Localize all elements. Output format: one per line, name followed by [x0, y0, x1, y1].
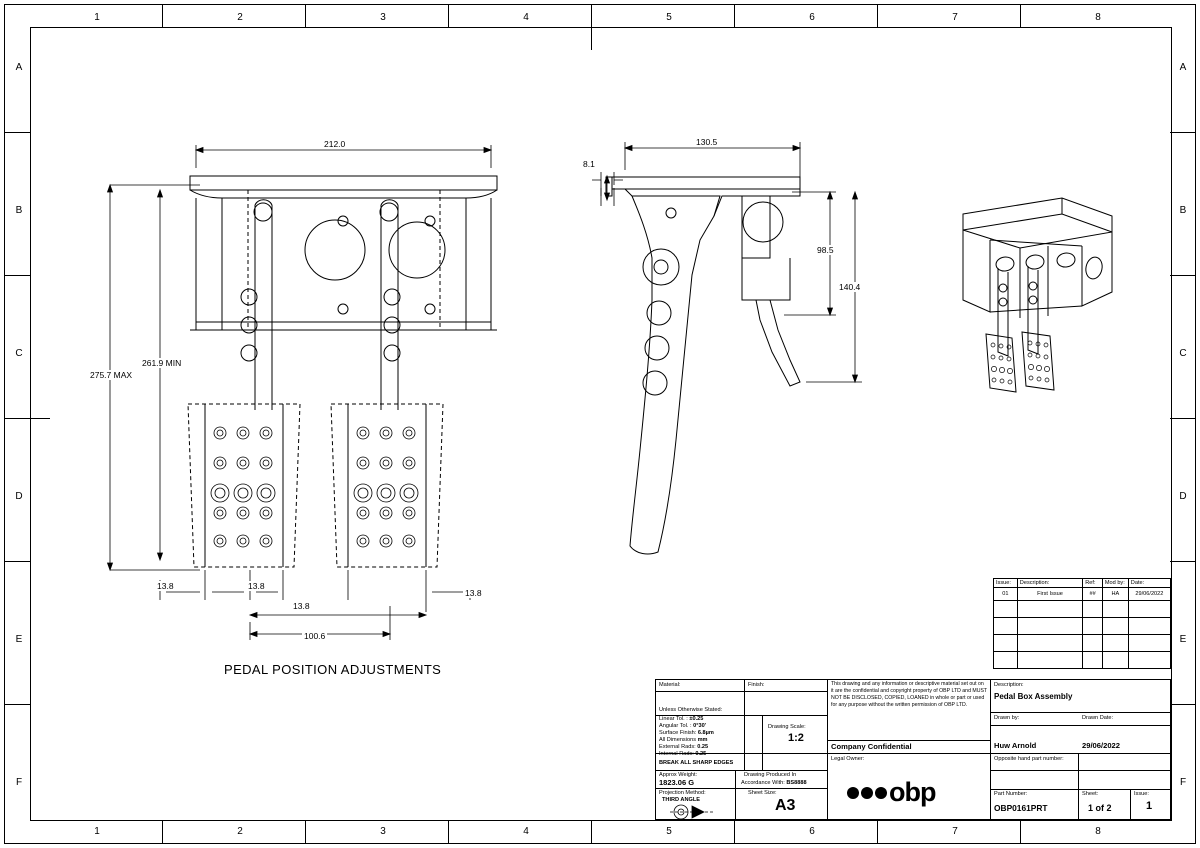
dim-min-height: 261.9 MIN	[142, 358, 182, 368]
zone-col-7-top: 7	[952, 12, 958, 23]
zone-row-f-right: F	[1179, 777, 1187, 788]
company-confidential: Company Confidential	[831, 742, 912, 751]
table-row	[994, 601, 1171, 618]
zone-col-8-top: 8	[1095, 12, 1101, 23]
weight-label: Approx Weight:	[659, 772, 698, 778]
table-row	[994, 618, 1171, 635]
zone-row-c-left: C	[15, 348, 23, 359]
revision-cell-date	[1128, 635, 1170, 652]
tolerance-line-5	[659, 744, 708, 751]
sheet-value: 1 of 2	[1088, 803, 1112, 813]
logo-dot-1	[847, 787, 859, 799]
tolerance-value-1: ±0.25	[689, 716, 704, 722]
issue-value: 1	[1146, 800, 1153, 812]
revision-header-issue: Issue:	[994, 579, 1018, 588]
revision-cell-date	[1128, 652, 1170, 669]
drawn-by-label: Drawn by:	[994, 715, 1020, 721]
tolerance-heading: Unless Otherwise Stated:	[659, 707, 723, 713]
revision-cell-modby	[1102, 618, 1128, 635]
revision-header-row	[994, 579, 1171, 588]
tolerance-label-1: Linear Tol. :	[659, 716, 688, 722]
produced-value: Accordance With: BS8888	[741, 780, 807, 786]
material-label: Material:	[659, 682, 681, 688]
dim-pedal-spacing-4: 13.8	[465, 588, 482, 598]
projection-value: THIRD ANGLE	[662, 797, 701, 803]
zone-row-d-right: D	[1179, 491, 1187, 502]
zone-col-1-bottom: 1	[94, 826, 100, 837]
zone-row-d-left: D	[15, 491, 23, 502]
zone-col-6-bottom: 6	[809, 826, 815, 837]
scale-value: 1:2	[788, 732, 804, 744]
revision-header-modby: Mod by:	[1102, 579, 1128, 588]
revision-cell-issue	[994, 652, 1018, 669]
tolerance-value-2: 0°30'	[693, 723, 707, 729]
zone-col-4-bottom: 4	[523, 826, 529, 837]
revision-cell-ref	[1083, 601, 1103, 618]
third-angle-projection-symbol	[670, 804, 715, 820]
zone-row-b-left: B	[15, 205, 23, 216]
sheet-size-label: Sheet Size:	[748, 790, 777, 796]
title-block-divider	[1078, 753, 1079, 789]
revision-cell-description	[1017, 652, 1082, 669]
logo-dot-2	[861, 787, 873, 799]
tolerance-footer: BREAK ALL SHARP EDGES	[659, 760, 734, 766]
revision-header-date: Date:	[1128, 579, 1170, 588]
dim-max-height: 275.7 MAX	[90, 370, 133, 380]
tolerance-line-4	[659, 737, 708, 744]
revision-table	[993, 578, 1171, 669]
zone-col-5-top: 5	[666, 12, 672, 23]
dim-pedal-spacing-3: 13.8	[293, 601, 310, 611]
drawn-date-value: 29/06/2022	[1082, 741, 1121, 750]
description-value: Pedal Box Assembly	[994, 692, 1073, 701]
revision-cell-ref	[1083, 618, 1103, 635]
revision-cell-modby	[1102, 601, 1128, 618]
logo-wordmark: obp	[889, 777, 936, 807]
title-block-divider	[990, 725, 1171, 726]
produced-standard: Accordance With:	[741, 780, 787, 786]
tolerance-line-6	[659, 751, 706, 758]
zone-col-2-bottom: 2	[237, 826, 243, 837]
tolerance-line-1	[659, 716, 703, 723]
revision-cell-modby	[1102, 652, 1128, 669]
title-block-divider	[1130, 789, 1131, 820]
revision-header-ref: Ref:	[1083, 579, 1103, 588]
sheet-size-value: A3	[775, 797, 796, 814]
revision-cell-date	[1128, 618, 1170, 635]
title-block-divider	[762, 715, 763, 770]
revision-cell-date: 29/06/2022	[1128, 588, 1170, 601]
dim-pedal-centres: 100.6	[304, 631, 326, 641]
revision-cell-ref: ##	[1083, 588, 1103, 601]
dim-lip: 8.1	[583, 159, 595, 169]
projection-label: Projection Method:	[659, 790, 706, 796]
revision-cell-date	[1128, 601, 1170, 618]
produced-label: Drawing Produced In	[744, 772, 797, 778]
zone-col-2-top: 2	[237, 12, 243, 23]
title-block-divider	[1078, 789, 1079, 820]
revision-cell-modby: HA	[1102, 588, 1128, 601]
revision-cell-modby	[1102, 635, 1128, 652]
title-block-divider	[735, 770, 736, 820]
dim-pedal-spacing-2: 13.8	[248, 581, 265, 591]
tolerance-line-3	[659, 730, 714, 737]
legal-owner-label: Legal Owner:	[831, 756, 865, 762]
title-block-divider	[990, 679, 991, 820]
revision-cell-description: First Issue	[1017, 588, 1082, 601]
revision-cell-ref	[1083, 652, 1103, 669]
table-row	[994, 588, 1171, 601]
dim-pedal-spacing-1: 13.8	[157, 581, 174, 591]
scale-label: Drawing Scale:	[768, 724, 806, 730]
title-block-divider	[990, 753, 1171, 754]
revision-header-description: Description:	[1017, 579, 1082, 588]
sheet-label: Sheet:	[1082, 791, 1099, 797]
title-block-divider	[655, 788, 827, 789]
revision-cell-description	[1017, 635, 1082, 652]
obp-logo	[847, 779, 935, 806]
zone-row-a-left: A	[15, 62, 23, 73]
revision-cell-issue: 01	[994, 588, 1018, 601]
table-row	[994, 635, 1171, 652]
revision-cell-description	[1017, 618, 1082, 635]
zone-col-8-bottom: 8	[1095, 826, 1101, 837]
zone-col-3-top: 3	[380, 12, 386, 23]
tolerance-value-4: mm	[697, 737, 708, 743]
tolerance-value-3: 6.8µm	[697, 730, 714, 736]
dim-height-2: 140.4	[839, 282, 861, 292]
opposite-hand-label: Opposite hand part number:	[994, 756, 1064, 762]
finish-label: Finish:	[748, 682, 765, 688]
title-block-divider	[827, 679, 828, 820]
title-block-divider	[990, 712, 1171, 713]
tolerance-value-6: 0.25	[695, 751, 707, 757]
tolerance-value-5: 0.25	[697, 744, 709, 750]
logo-dot-3	[875, 787, 887, 799]
zone-row-c-right: C	[1179, 348, 1187, 359]
zone-col-3-bottom: 3	[380, 826, 386, 837]
zone-col-6-top: 6	[809, 12, 815, 23]
revision-cell-ref	[1083, 635, 1103, 652]
zone-col-5-bottom: 5	[666, 826, 672, 837]
title-block-divider	[827, 753, 990, 754]
table-row	[994, 652, 1171, 669]
revision-cell-issue	[994, 635, 1018, 652]
description-label: Description:	[994, 682, 1024, 688]
tolerance-label-2: Angular Tol. :	[659, 723, 692, 729]
weight-value: 1823.06 G	[659, 778, 695, 787]
zone-row-a-right: A	[1179, 62, 1187, 73]
tolerance-label-3: Surface Finish:	[659, 730, 697, 736]
tolerance-label-6: Internal Rads:	[659, 751, 694, 757]
title-block-divider	[744, 679, 745, 770]
revision-cell-issue	[994, 618, 1018, 635]
drawn-date-label: Drawn Date:	[1082, 715, 1114, 721]
zone-col-7-bottom: 7	[952, 826, 958, 837]
zone-row-f-left: F	[15, 777, 23, 788]
dim-top-flange: 130.5	[696, 137, 718, 147]
issue-label: Issue:	[1134, 791, 1149, 797]
title-block-divider	[655, 770, 827, 771]
tolerance-line-2	[659, 723, 706, 730]
tolerance-label-4: All Dimensions	[659, 737, 696, 743]
tolerance-label-5: External Rads:	[659, 744, 696, 750]
dim-overall-width: 212.0	[324, 139, 346, 149]
part-number-label: Part Number:	[994, 791, 1028, 797]
dim-height-1: 98.5	[817, 245, 834, 255]
title-block-divider	[990, 789, 1171, 790]
zone-col-4-top: 4	[523, 12, 529, 23]
zone-row-b-right: B	[1179, 205, 1187, 216]
drawn-by-value: Huw Arnold	[994, 741, 1037, 750]
title-block-divider	[990, 770, 1171, 771]
zone-row-e-left: E	[15, 634, 23, 645]
zone-col-1-top: 1	[94, 12, 100, 23]
confidential-text: This drawing and any information or descriptive material set out on it are the confidential and copyright property of OBP LTD and MUST NOT BE DISCLOSED, COPIED, LOANED in whole or part or used for any purpose without the written permission of OBP LTD.	[831, 681, 987, 709]
title-block-divider	[827, 740, 990, 741]
title-block-divider	[655, 691, 827, 692]
revision-cell-description	[1017, 601, 1082, 618]
part-number-value: OBP0161PRT	[994, 803, 1048, 813]
zone-row-e-right: E	[1179, 634, 1187, 645]
front-view-caption: PEDAL POSITION ADJUSTMENTS	[224, 662, 442, 677]
revision-cell-issue	[994, 601, 1018, 618]
